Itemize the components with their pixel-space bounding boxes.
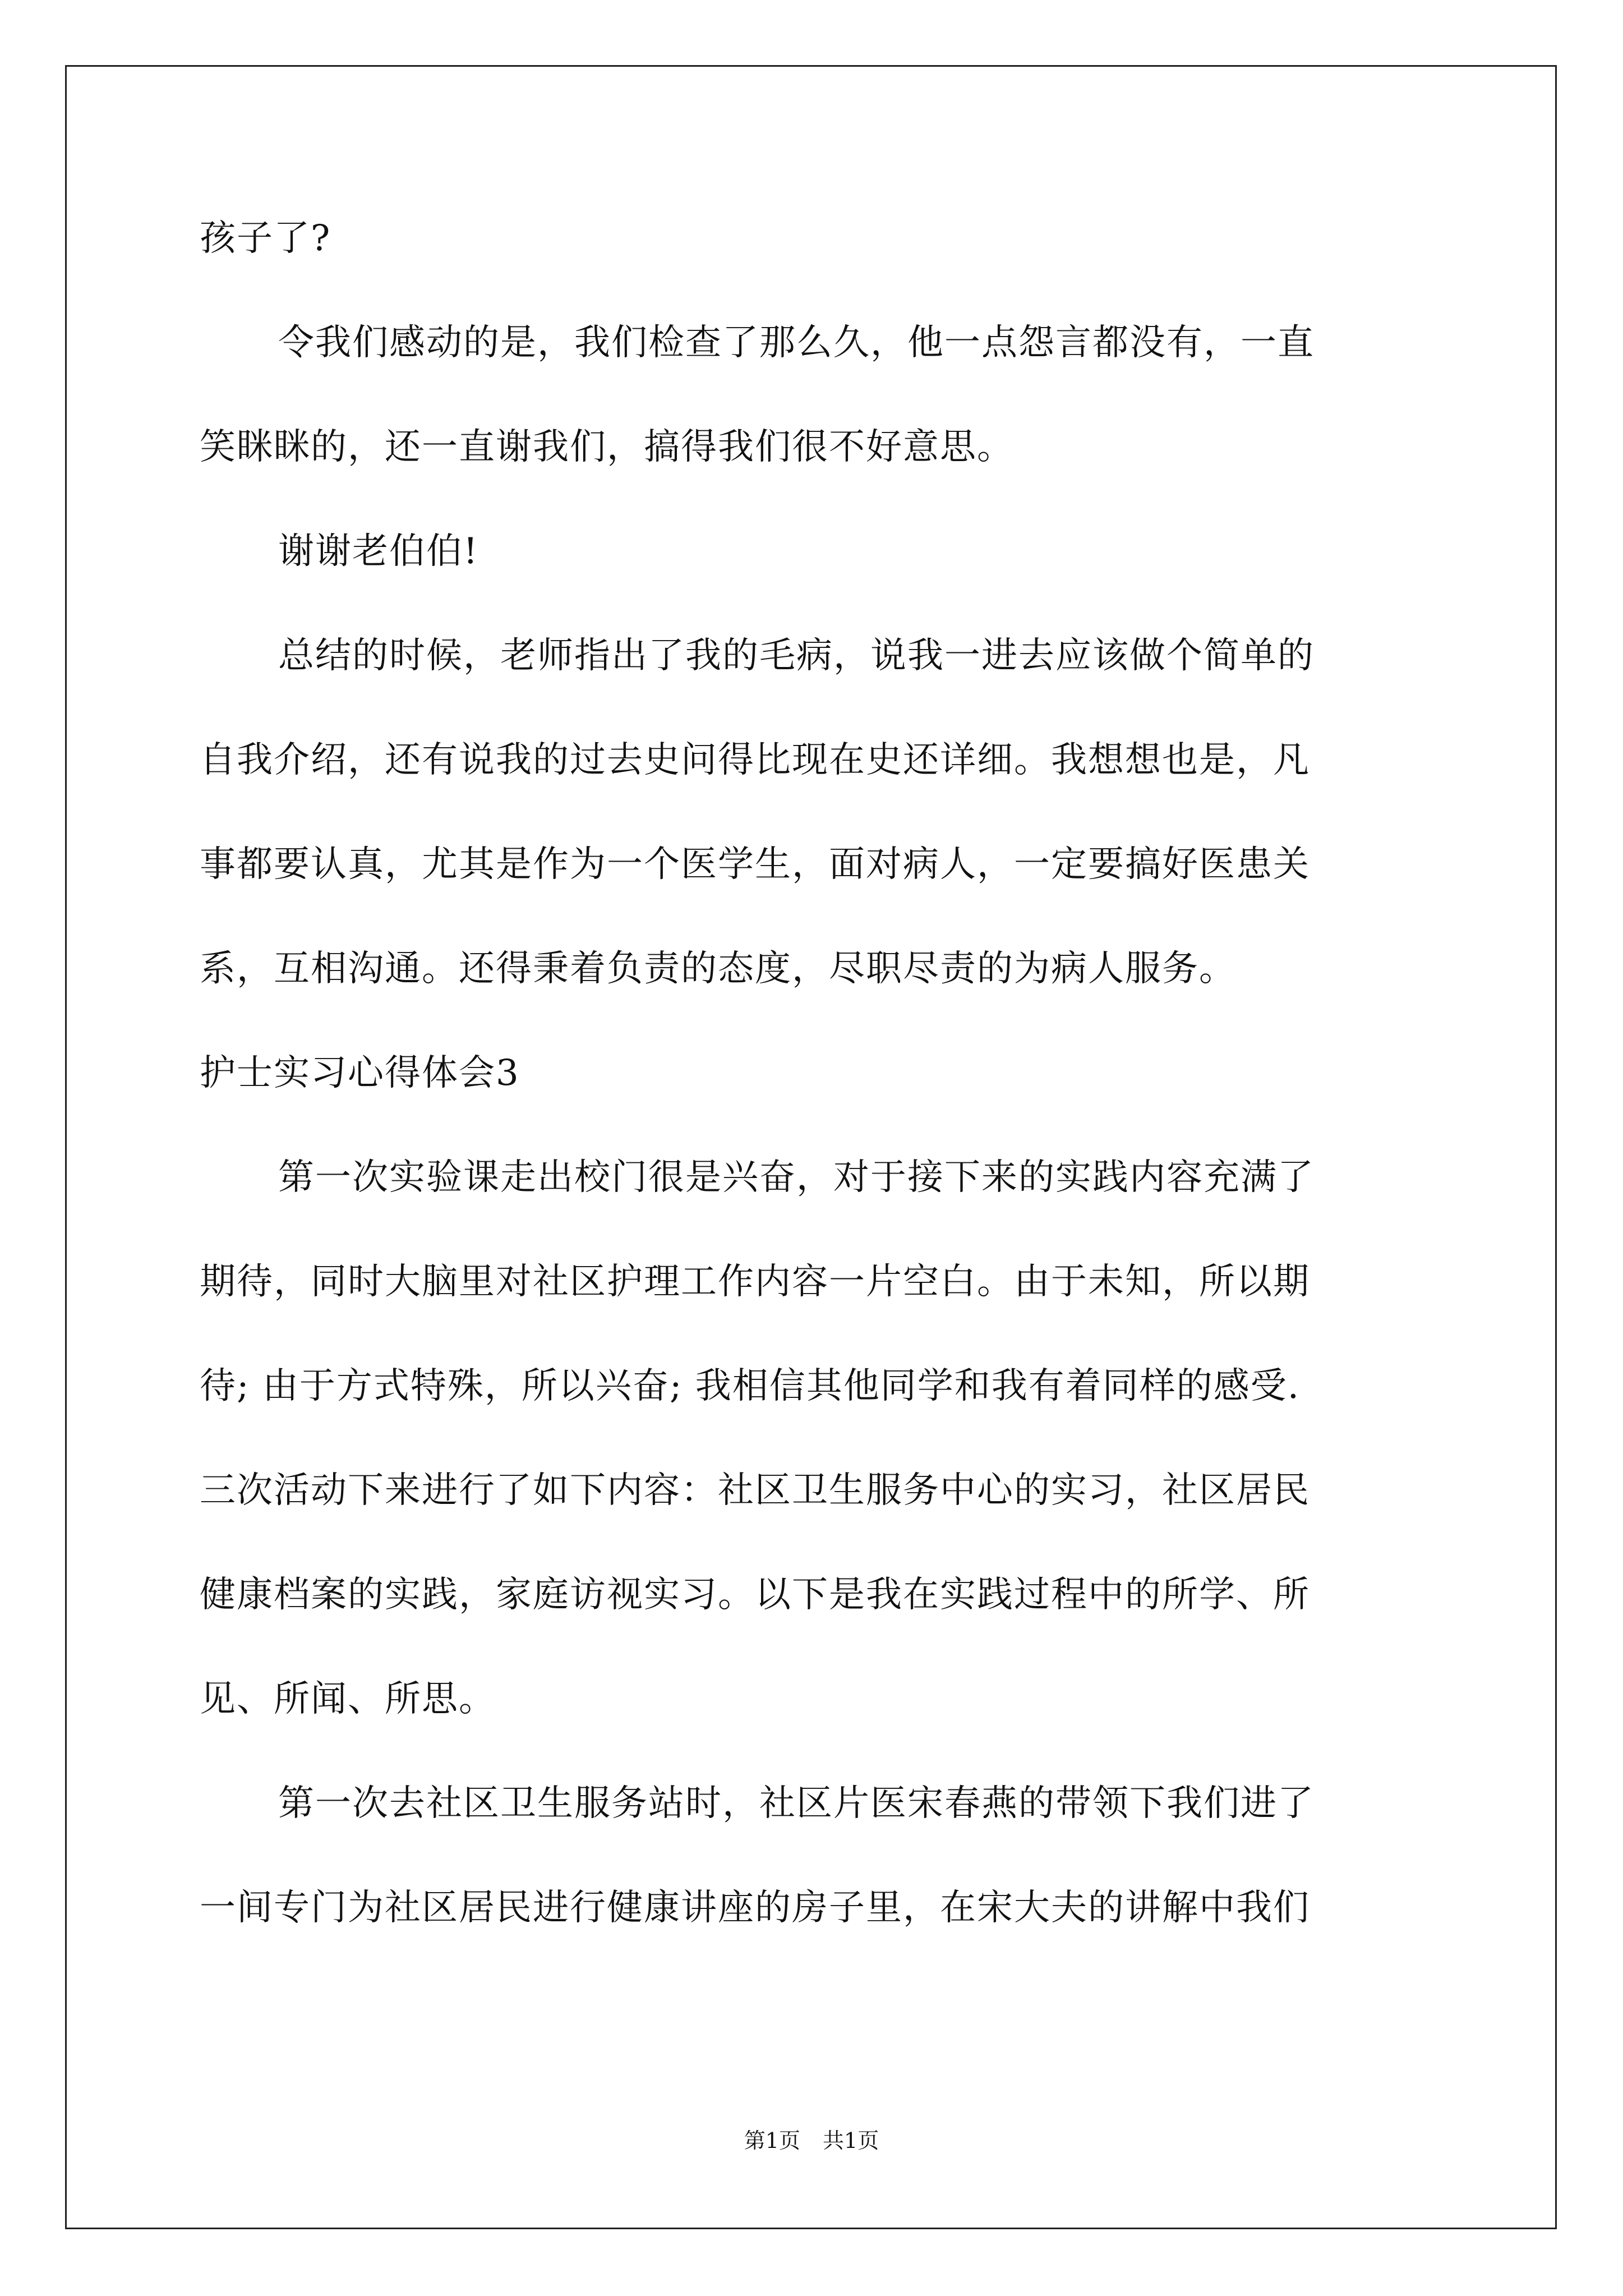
text-line: 事都要认真，尤其是作为一个医学生，面对病人，一定要搞好医患关 [200,844,1310,885]
text-line: 健康档案的实践，家庭访视实习。以下是我在实践过程中的所学、所 [200,1574,1310,1616]
text-line: 谢谢老伯伯! [278,531,479,572]
text-line: 总结的时候，老师指出了我的毛病，说我一进去应该做个简单的 [278,635,1315,677]
page-total: 共1页 [823,2128,879,2153]
text-line: 待; 由于方式特殊，所以兴奋; 我相信其他同学和我有着同样的感受. [200,1365,1301,1407]
text-line: 三次活动下来进行了如下内容：社区卫生服务中心的实习，社区居民 [200,1470,1310,1511]
text-line: 令我们感动的是，我们检查了那么久，他一点怨言都没有，一直 [278,322,1315,364]
page-footer [0,2123,1623,2154]
text-line: 见、所闻、所思。 [200,1678,496,1720]
text-line: 笑眯眯的，还一直谢我们，搞得我们很不好意思。 [200,426,1014,468]
text-line: 期待，同时大脑里对社区护理工作内容一片空白。由于未知，所以期 [200,1261,1310,1303]
text-line: 自我介绍，还有说我的过去史问得比现在史还详细。我想想也是，凡 [200,739,1310,781]
text-line: 孩子了? [200,218,331,259]
section-heading: 护士实习心得体会3 [200,1052,520,1094]
text-line: 系，互相沟通。还得秉着负责的态度，尽职尽责的为病人服务。 [200,948,1236,990]
text-line: 第一次去社区卫生服务站时，社区片医宋春燕的带领下我们进了 [278,1783,1315,1824]
text-line: 第一次实验课走出校门很是兴奋，对于接下来的实践内容充满了 [278,1157,1315,1198]
page-number: 第1页 [744,2128,800,2153]
text-line: 一间专门为社区居民进行健康讲座的房子里，在宋大夫的讲解中我们 [200,1887,1310,1929]
